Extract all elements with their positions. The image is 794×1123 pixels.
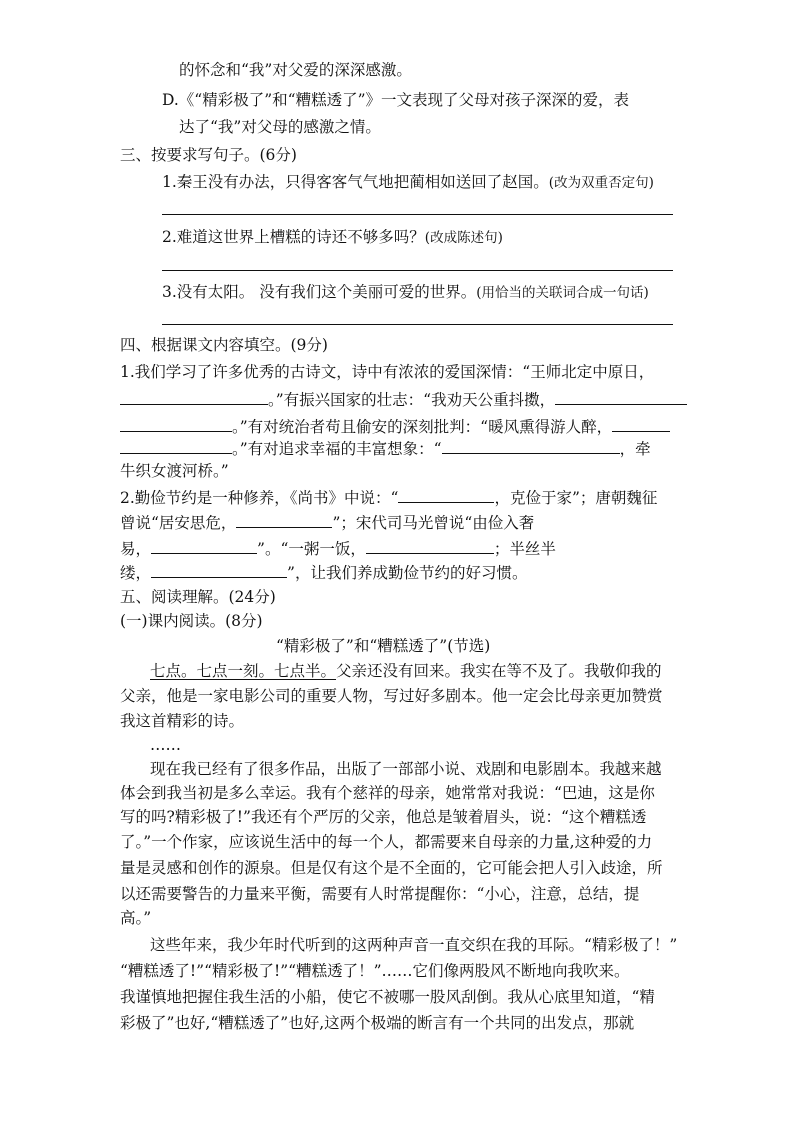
- p2-line-3: 写的吗?精彩极了!”我还有个严厉的父亲，他总是皱着眉头，说：“这个糟糕透: [120, 808, 647, 826]
- section-3-heading: 三、按要求写句子。(6分): [120, 146, 297, 164]
- s3-q3-answer-line[interactable]: [162, 324, 673, 325]
- ellipsis: ……: [150, 736, 181, 754]
- p2-line-6: 以还需要警告的力量来平衡，需要有人时常提醒你：“小心，注意，总结，提: [120, 885, 640, 903]
- s3-q3-text: 3.没有太阳。 没有我们这个美丽可爱的世界。: [162, 283, 477, 301]
- s4-q1-line-1: 1.我们学习了许多优秀的古诗文，诗中有浓浓的爱国深情：“王师北定中原日，: [120, 363, 655, 381]
- p1-line-1: [150, 660, 662, 682]
- s4-q2-l4-a: 缕，: [120, 564, 152, 582]
- s3-q3-hint: (用恰当的关联词合成一句话): [476, 285, 649, 301]
- blank-11[interactable]: [151, 561, 287, 578]
- s5-subsection-1: (一)课内阅读。(8分): [120, 612, 263, 630]
- s3-q2-hint: (改成陈述句): [424, 230, 503, 246]
- option-d-line-2: 达了“我”对父母的感激之情。: [179, 118, 381, 136]
- s4-q2-line-3: [120, 537, 556, 559]
- section-5-heading: 五、阅读理解。(24分): [120, 588, 276, 606]
- blank-5[interactable]: [120, 437, 232, 454]
- s4-q2-line-2: [120, 511, 534, 533]
- s4-q2-l3-c: ；半丝半: [493, 540, 556, 558]
- s4-q1-l4-end: ，牵: [619, 440, 651, 458]
- blank-3[interactable]: [120, 415, 232, 432]
- p3-line-4: 彩极了”也好,“糟糕透了”也好,这两个极端的断言有一个共同的出发点，那就: [120, 1014, 635, 1032]
- s4-q2-line-4: [120, 561, 527, 583]
- option-c-continuation: 的怀念和“我”对父爱的深深感激。: [179, 61, 412, 79]
- s4-q1-l4-text: 。”有对追求幸福的丰富想象：“: [232, 440, 442, 458]
- s4-q2-l3-b: ”。“一粥一饭，: [257, 540, 366, 558]
- s4-q2-l2-a: 曾说“居安思危，: [120, 514, 237, 532]
- s3-question-3: [162, 281, 649, 303]
- section-4-heading: 四、根据课文内容填空。(9分): [120, 336, 328, 354]
- p1-line-3: 我这首精彩的诗。: [120, 712, 245, 730]
- blank-1[interactable]: [120, 388, 268, 405]
- blank-4[interactable]: [612, 415, 670, 432]
- s3-q1-text: 1.秦王没有办法，只得客客气气地把蔺相如送回了赵国。: [162, 173, 549, 191]
- p2-line-7: 高。”: [120, 909, 152, 927]
- p1-l1-rest: 父亲还没有回来。我实在等不及了。我敬仰我的: [336, 662, 662, 680]
- p2-line-5: 量是灵感和创作的源泉。但是仅有这个是不全面的，它可能会把人引入歧途，所: [120, 859, 663, 877]
- s4-q2-l4-b: ”，让我们养成勤俭节约的好习惯。: [287, 564, 528, 582]
- passage-title: “精彩极了”和“糟糕透了”(节选): [276, 637, 491, 655]
- s4-q1-l3-text: 。”有对统治者苟且偷安的深刻批判：“暖风熏得游人醉，: [232, 418, 613, 436]
- p3-line-3: 我谨慎地把握住我生活的小船，使它不被哪一股风刮倒。我从心底里知道，“精: [120, 988, 655, 1006]
- p3-line-2: “糟糕透了!”“精彩极了!”“糟糕透了！”……它们像两股风不断地向我吹来。: [120, 962, 630, 980]
- p2-line-2: 体会到我当初是多么幸运。我有个慈祥的母亲，她常常对我说：“巴迪，这是你: [120, 784, 655, 802]
- s3-question-1: [162, 171, 654, 193]
- s4-q2-line-1: [120, 486, 657, 508]
- s3-question-2: [162, 226, 503, 248]
- s4-q1-line-4: [120, 437, 651, 459]
- s4-q1-line-5: 牛织女渡河桥。”: [120, 462, 229, 480]
- s3-q1-answer-line[interactable]: [162, 214, 673, 215]
- blank-8[interactable]: [236, 511, 332, 528]
- blank-10[interactable]: [366, 537, 494, 554]
- s4-q1-line-3: [120, 415, 670, 437]
- s4-q1-l2-text: 。”有振兴国家的壮志：“我劝天公重抖擞，: [268, 391, 556, 409]
- p2-line-4: 了。”一个作家，应该说生活中的每一个人，都需要来自母亲的力量,这种爱的力: [120, 833, 653, 851]
- blank-9[interactable]: [151, 537, 257, 554]
- s4-q1-line-2: [120, 388, 687, 410]
- s4-q2-l1-a: 2.勤俭节约是一种修养，《尚书》中说：“: [120, 489, 399, 507]
- s4-q2-l1-b: ，克俭于家”；唐朝魏征: [494, 489, 658, 507]
- p1-line-2: 父亲，他是一家电影公司的重要人物，写过好多剧本。他一定会比母亲更加赞赏: [120, 687, 663, 705]
- s3-q1-hint: (改为双重否定句): [548, 175, 654, 191]
- s4-q2-l2-b: ”；宋代司马光曾说“由俭入奢: [332, 514, 535, 532]
- blank-7[interactable]: [398, 486, 494, 503]
- s4-q2-l3-a: 易，: [120, 540, 152, 558]
- blank-2[interactable]: [555, 388, 687, 405]
- option-d-line-1: D.《“精彩极了”和“糟糕透了”》一文表现了父母对孩子深深的爱，表: [162, 91, 630, 109]
- p1-underlined-times: 七点。七点一刻。七点半。: [150, 662, 337, 680]
- s3-q2-answer-line[interactable]: [162, 270, 673, 271]
- p3-line-1: 这些年来，我少年时代听到的这两种声音一直交织在我的耳际。“精彩极了！”: [150, 936, 678, 954]
- s3-q2-text: 2.难道这世界上槽糕的诗还不够多吗？: [162, 228, 425, 246]
- p2-line-1: 现在我已经有了很多作品，出版了一部部小说、戏剧和电影剧本。我越来越: [150, 760, 662, 778]
- blank-6[interactable]: [442, 437, 620, 454]
